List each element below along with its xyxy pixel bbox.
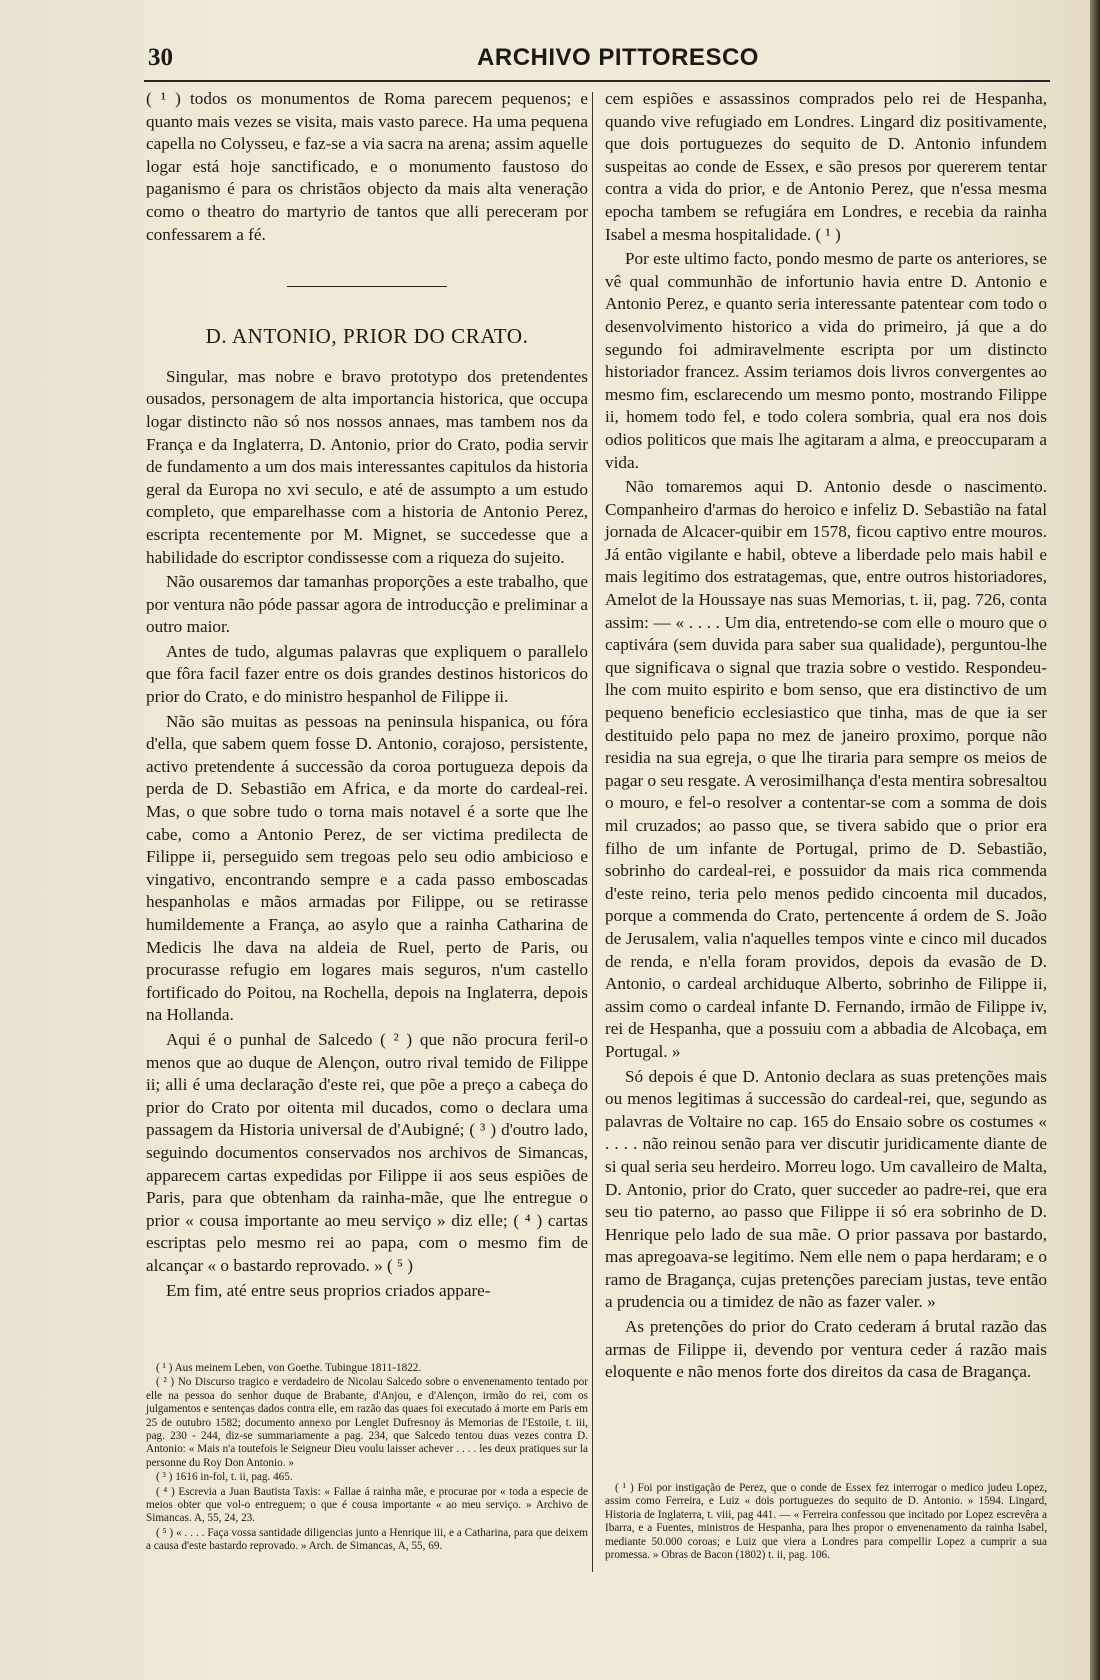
article-title: D. ANTONIO, PRIOR DO CRATO.: [205, 324, 529, 349]
body-paragraph: Não são muitas as pessoas na peninsula hispanica, ou fóra d'ella, que sabem quem fosse D. Antonio, corajoso, persistente, activo pretendente á successão da coroa portugueza depois da perda de D. Sebastião em Africa, e da morte do cardeal-rei. Mas, o que sobre tudo o torna mais notavel é a sorte que lhe cabe, como a Antonio Perez, de ser victima predilecta de Filippe ii, perseguido sem tregoas pelo seu odio ambicioso e vingativo, encontrando sempre e a cada passo emboscadas hespanholas e mãos armadas por Filippe, ou se retirasse humildemente a França, ao asylo que a rainha Catharina de Medicis lhe dava na aldeia de Ruel, perto de Paris, ou procurasse refugio em logares mais seguros, n'um castello fortificado do Poitou, na Rochella, depois na Inglaterra, depois na Hollanda.: [146, 711, 588, 1025]
page-edge-shadow: [1090, 0, 1100, 1680]
footnote: ( ⁵ ) « . . . . Faça vossa santidade diligencias junto a Henrique iii, e a Catharina, para que deixem a causa d'este bastardo reprovado. » Arch. de Simancas, A, 55, 69.: [146, 1526, 588, 1553]
body-paragraph: Não ousaremos dar tamanhas proporções a este trabalho, que por ventura não póde passar agora de introducção e preliminar a outro maior.: [146, 572, 588, 637]
left-footnotes: [146, 1362, 588, 1555]
body-paragraph: Só depois é que D. Antonio declara as suas pretenções mais ou menos legitimas á successão do cardeal-rei, que, segundo as palavras de Voltaire no cap. 165 do Ensaio sobre os costumes « . . . . não reinou senão para ver discutir juridicamente diante de si qual seria seu herdeiro. Morreu logo. Um cavalleiro de Malta, D. Antonio, prior do Crato, quer succeder ao padre-rei, que era seu tio paterno, ao passo que Filippe ii só era sobrinho de D. Henrique pelo lado de sua mãe. O prior passava por bastardo, mas apregoava-se legitimo. Nem elle nem o papa herdaram; e o ramo de Bragança, cujas pretenções pareciam justas, teve então a prudencia ou a timidez de não as fazer valer. »: [605, 1066, 1047, 1312]
body-paragraph: Não tomaremos aqui D. Antonio desde o nascimento. Companheiro d'armas do heroico e infeliz D. Sebastião na fatal jornada de Alcacer-quibir em 1578, ficou captivo entre mouros. Já então vigilante e habil, obteve a liberdade pelo mais habil e mais legitimo dos estratagemas, que, entre outros historiadores, Amelot de la Houssaye nas suas Memorias, t. ii, pag. 726, conta assim: — « . . . . Um dia, entretendo-se com elle o mouro que o captivára (sem duvida para saber sua qualidade), perguntou-lhe que significava o signal que trazia sobre o vestido. Respondeu-lhe com muito espirito e bom senso, que era distinctivo de um pequeno beneficio ecclesiastico que tinha, mas de que ia ser destituido pelo papa no mez de janeiro proximo, porque não residia na sua egreja, o que lhe tiraria para sempre os meios de pagar o seu resgate. A verosimilhança d'esta mentira sobresaltou o mouro, e fel-o resolver a contentar-se com a somma de dois mil cruzados; ao passo que, se tivera sabido que o prior era filho de um infante de Portugal, primo de D. Sebastião, sobrinho do cardeal-rei, e possuidor da mais rica commenda d'este reino, teria pelo menos pedido cincoenta mil ducados, porque a commenda do Crato, pertencente á ordem de S. João de Jerusalem, valia n'aquelles tempos vinte e cinco mil ducados de renda, e n'ella foram providos, depois da evasão de D. Antonio, o cardeal archiduque Alberto, sobrinho de Filippe ii, assim como o cardeal infante D. Fernando, irmão de Filippe iv, rei de Hespanha, que a possuiu com a abbadia de Alcobaça, em Portugal. »: [605, 477, 1047, 1061]
body-paragraph: cem espiões e assassinos comprados pelo rei de Hespanha, quando vive refugiado em Londres. Lingard diz positivamente, que dois portuguezes do sequito de D. Antonio infundem suspeitas ao conde de Essex, e são presos por quererem tentar contra a vida do prior, e de Antonio Perez, que n'essa mesma epocha tambem se refugiára em Londres, e recebia da rainha Isabel a mesma hospitalidade. ( ¹ ): [605, 89, 1047, 244]
body-paragraph: Aqui é o punhal de Salcedo ( ² ) que não procura feril-o menos que ao duque de Alençon, outro rival temido de Filippe ii; alli é uma declaração d'este rei, que põe a preço a cabeça do prior do Crato por oitenta mil ducados, como o declara uma passagem da Historia universal de d'Aubigné; ( ³ ) d'outro lado, seguindo documentos conservados nos archivos de Simancas, apparecem cartas expedidas por Filippe ii aos seus espiões de Paris, para que obtenham da rainha-mãe, que lhe entregue o prior « cousa importante ao meu serviço » diz elle; ( ⁴ ) cartas escriptas pelo mesmo rei ao papa, com o mesmo fim de alcançar « o bastardo reprovado. » ( ⁵ ): [146, 1029, 588, 1275]
header-rule: [144, 80, 1050, 82]
left-column: [146, 88, 588, 1558]
page-number: 30: [148, 44, 173, 71]
column-divider: [592, 92, 593, 1572]
footnote: ( ³ ) 1616 in-fol, t. ii, pag. 465.: [156, 1471, 293, 1484]
footnote: ( ⁴ ) Escrevia a Juan Bautista Taxis: « Fallae á rainha mãe, e procurae por « toda a especie de meios obter que vol-o entreguem; o que é cousa importante « ao meu serviço. » Archivo de Simancas. A, 55, 24, 23.: [146, 1485, 588, 1525]
body-paragraph: Antes de tudo, algumas palavras que expliquem o parallelo que fôra facil fazer entre os dois grandes destinos historicos do prior do Crato, e do ministro hespanhol de Filippe ii.: [146, 641, 588, 707]
footnote: ( ¹ ) Aus meinem Leben, von Goethe. Tubingue 1811-1822.: [156, 1362, 422, 1374]
intro-paragraph: ( ¹ ) todos os monumentos de Roma parecem pequenos; e quanto mais vezes se visita, mais vasto parece. Ha uma pequena capella no Colysseu, e faz-se a via sacra na arena; assim aquelle logar está hoje sanctificado, e o monumento faustoso do paganismo é para os christãos objecto da mais alta veneração como o theatro do martyrio de tantos que alli pereceram por confessarem a fé.: [146, 89, 588, 244]
footnote: ( ¹ ) Foi por instigação de Perez, que o conde de Essex fez interrogar o medico judeu Lopez, assim como Ferreira, e Luiz « dois portuguezes do sequito de D. Antonio. » 1594. Lingard, Historia de Inglaterra, t. viii, pag 441. — « Ferreira confessou que incitado por Lopez escrevêra a Ibarra, e a Fuentes, ministros de Hespanha, para lhes propor o envenenamento da rainha Isabel, mediante 50.000 coroas; e Luiz que viera a Londres para compellir Lopez a cumprir a sua promessa. » Obras de Bacon (1802) t. ii, pag. 106.: [605, 1482, 1047, 1562]
right-column: [605, 88, 1047, 1553]
running-head: ARCHIVO PITTORESCO: [477, 44, 759, 71]
body-paragraph: Singular, mas nobre e bravo prototypo dos pretendentes ousados, personagem de alta importancia historica, que occupa logar distincto não só nos nossos annaes, mas tambem nos da França e da Inglaterra, D. Antonio, prior do Crato, podia servir de fundamento a um dos mais interessantes capitulos da historia geral da Europa no xvi seculo, e até de assumpto a um estudo completo, que emparelhasse com a historia de Antonio Perez, escripta recentemente por M. Mignet, se succedesse que a habilidade do escriptor condissesse com a riqueza do sujeito.: [146, 366, 588, 567]
body-paragraph: Em fim, até entre seus proprios criados appare-: [166, 1280, 491, 1300]
body-paragraph: As pretenções do prior do Crato cederam á brutal razão das armas de Filippe ii, devendo por ventura ceder á razão mais eloquente e não menos forte dos direitos da casa de Bragança.: [605, 1317, 1047, 1382]
page-header: [148, 44, 1088, 82]
section-separator: [287, 286, 447, 287]
body-paragraph: Por este ultimo facto, pondo mesmo de parte os anteriores, se vê qual communhão de infortunio havia entre D. Antonio e Antonio Perez, e quanto seria interessante patentear com todo o desenvolvimento historico a vida do primeiro, já que a do segundo foi admiravelmente escripta por um distincto historiador francez. Assim teriamos dois livros convergentes ao mesmo fim, esclarecendo um mesmo ponto, mostrando Filippe ii, homem todo fel, e todo colera sombria, qual era nos dois odios politicos que mais lhe agitaram a alma, e preoccuparam a vida.: [605, 249, 1047, 472]
footnote: ( ² ) No Discurso tragico e verdadeiro de Nicolau Salcedo sobre o envenenamento tentado por elle na pessoa do senhor duque de Brabante, d'Anjou, e d'Alençon, irmão do rei, com os julgamentos e sentenças dados contra elle, em razão das quaes foi executado á morte em Paris em 25 de outubro 1582; documento annexo por Lenglet Dufresnoy ás Memorias de l'Estoile, t. iii, pag. 230 - 244, diz-se summariamente a pag. 234, que Salcedo tentou duas vezes contra D. Antonio: « Mais n'a toutefois le Seigneur Dieu voulu laisser achever . . . . les deux pratiques sur la personne du Roy Don Antonio. »: [146, 1376, 588, 1469]
right-footnotes: [605, 1482, 1047, 1563]
